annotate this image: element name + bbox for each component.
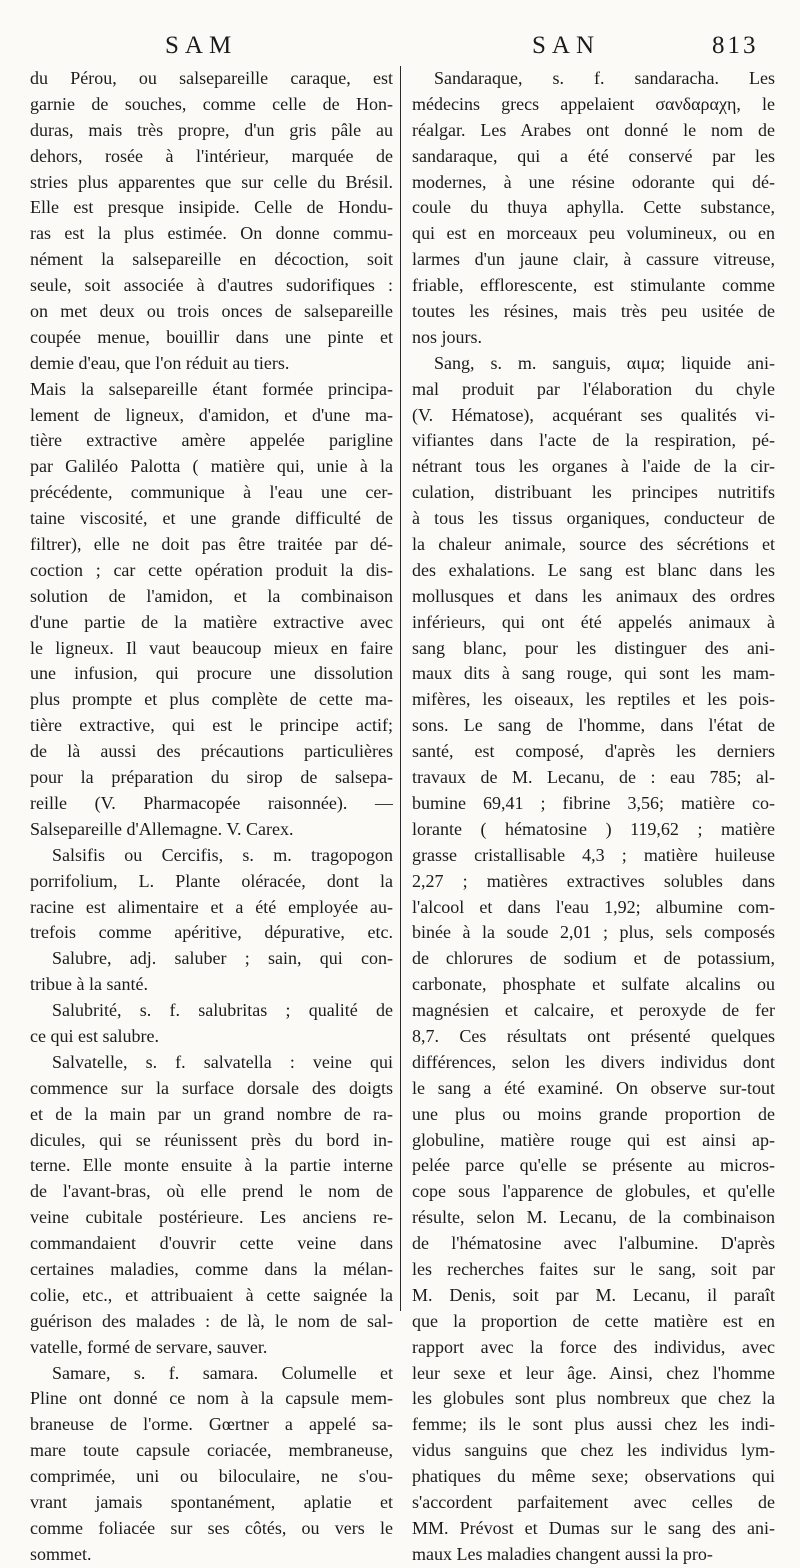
text-line: Sandaraque, s. f. sandaracha. Les — [434, 68, 775, 88]
text-line: sommet. — [30, 1543, 92, 1564]
text-line: grasse cristallisable 4,3 ; matière huileuse — [412, 844, 775, 865]
text-line: tière extractive, qui est le principe actif; — [30, 715, 393, 736]
text-line: différences, selon les divers individus dont — [412, 1051, 775, 1072]
text-line: vrant jamais spontanément, aplatie et — [30, 1491, 393, 1512]
text-line: Mais la salsepareille étant formée principa- — [30, 378, 393, 399]
text-line: leur sexe et leur âge. Ainsi, chez l'homme — [412, 1362, 775, 1383]
text-line: la chaleur animale, source des sécrétions et — [412, 534, 775, 555]
text-line: Salubrité, s. f. salubritas ; qualité de — [52, 1000, 393, 1021]
text-line: maux Les maladies changent aussi la pro- — [412, 1543, 713, 1564]
text-line: solution de l'amidon, et la combinaison — [30, 585, 393, 606]
text-line: Salubre, adj. saluber ; sain, qui con- — [52, 948, 393, 969]
text-line: par Galiléo Palotta ( matière qui, unie à la — [30, 456, 393, 477]
text-line: binée à la soude 2,01 ; plus, sels composés — [412, 922, 775, 943]
text-line: vifiantes dans l'acte de la respiration, pé- — [412, 430, 775, 451]
text-line: friable, efflorescente, est stimulante comme — [412, 275, 775, 296]
text-line: on met deux ou trois onces de salsepareille — [30, 301, 393, 322]
text-line: sons. Le sang de l'homme, dans l'état de — [412, 715, 775, 736]
text-line: sang blanc, pour les distinguer des ani- — [412, 637, 775, 658]
text-line: carbonate, phosphate et sulfate alcalins ou — [412, 974, 775, 995]
text-line: de chlorures de sodium et de potassium, — [412, 948, 775, 969]
text-line: Pline ont donné ce nom à la capsule mem- — [30, 1388, 393, 1409]
text-line: de l'hématosine avec l'albumine. D'après — [412, 1233, 775, 1254]
text-line: que la proportion de cette matière est en — [412, 1310, 775, 1331]
text-line: coupée menue, bouillir dans une pinte et — [30, 326, 393, 347]
right-text-column — [412, 66, 775, 1568]
running-header — [0, 26, 800, 66]
text-line: à tous les tissus organiques, conducteur de — [412, 508, 775, 529]
text-line: comprimée, uni ou biloculaire, ne s'ou- — [30, 1466, 393, 1487]
text-line: les recherches faites sur le sang, soit par — [412, 1258, 775, 1279]
text-line: terne. Elle monte ensuite à la partie interne — [30, 1155, 393, 1176]
text-line: nément la salsepareille en décoction, soit — [30, 249, 393, 270]
text-line: duras, mais très propre, d'un gris pâle au — [30, 119, 393, 140]
right-running-head: SAN — [532, 32, 601, 59]
text-line: mollusques et dans les animaux des ordres — [412, 585, 775, 606]
text-line: colie, etc., et attribuaient à cette saignée la — [30, 1284, 393, 1305]
text-line: racine est alimentaire et a été employée au- — [30, 896, 393, 917]
text-line: de là aussi des précautions particulières — [30, 741, 393, 762]
text-line: une infusion, qui procure une dissolution — [30, 663, 393, 684]
text-line: Samare, s. f. samara. Columelle et — [52, 1362, 393, 1383]
text-line: du Pérou, ou salsepareille caraque, est — [30, 68, 393, 88]
text-line: mal produit par l'élaboration du chyle — [412, 378, 775, 399]
text-line: résulte, selon M. Lecanu, de la combinaison — [412, 1207, 775, 1228]
text-line: s'accordent parfaitement avec celles de — [412, 1491, 775, 1512]
text-line: le ligneux. Il vaut beaucoup mieux en faire — [30, 637, 393, 658]
text-line: modernes, à une résine odorante qui dé- — [412, 171, 775, 192]
text-line: braneuse de l'orme. Gœrtner a appelé sa- — [30, 1414, 393, 1435]
text-line: de l'avant-bras, où elle prend le nom de — [30, 1181, 393, 1202]
text-line: sandaraque, qui a été conservé par les — [412, 145, 775, 166]
text-line: ce qui est salubre. — [30, 1025, 159, 1046]
text-line: trefois comme apéritive, dépurative, etc. — [30, 922, 393, 943]
text-line: filtrer), elle ne doit pas être traitée par dé- — [30, 534, 393, 555]
text-line: commandaient d'ouvrir cette veine dans — [30, 1233, 393, 1254]
text-line: phatiques du même sexe; observations qui — [412, 1466, 775, 1487]
text-line: Salvatelle, s. f. salvatella : veine qui — [52, 1051, 393, 1072]
text-line: tière extractive amère appelée pariglinе — [30, 430, 393, 451]
text-line: rapport avec la force des individus, avec — [412, 1336, 775, 1357]
text-line: médecins grecs appelaient σανδαραχη, le — [412, 93, 775, 114]
text-line: reille (V. Pharmacopée raisonnée). — — [30, 792, 393, 813]
text-line: guérison des malades : de là, le nom de sal- — [30, 1310, 393, 1331]
text-line: larmes d'un jaune clair, à cassure vitreuse, — [412, 249, 775, 270]
text-line: qui est en morceaux peu volumineux, ou en — [412, 223, 775, 244]
text-line: 2,27 ; matières extractives solubles dans — [412, 870, 775, 891]
left-running-head: SAM — [165, 32, 238, 59]
text-line: travaux de M. Lecanu, de : eau 785; al- — [412, 767, 775, 788]
text-line: toutes les résines, mais très peu usitée de — [412, 301, 775, 322]
text-line: coction ; car cette opération produit la dis- — [30, 559, 393, 580]
text-line: bumine 69,41 ; fibrine 3,56; matière co- — [412, 792, 775, 813]
text-line: coule du thuya aphylla. Cette substance, — [412, 197, 775, 218]
text-line: femme; ils le sont plus aussi chez les indi- — [412, 1414, 775, 1435]
text-line: pelée parce qu'elle se présente au micros- — [412, 1155, 775, 1176]
text-line: maux dits à sang rouge, qui sont les mam- — [412, 663, 775, 684]
text-line: et de la main par un grand nombre de ra- — [30, 1103, 393, 1124]
text-line: commence sur la surface dorsale des doigts — [30, 1077, 393, 1098]
text-line: inférieurs, qui ont été appelés animaux à — [412, 611, 775, 632]
text-line: magnésien et calcaire, et peroxyde de fer — [412, 1000, 775, 1021]
column-divider — [400, 66, 401, 1311]
text-line: Sang, s. m. sanguis, αιμα; liquide ani- — [434, 352, 775, 373]
text-line: cope sous l'apparence de globules, et qu'elle — [412, 1181, 775, 1202]
text-line: nétrant tous les organes à l'aide de la cir- — [412, 456, 775, 477]
text-line: globuline, matière rouge qui est ainsi ap- — [412, 1129, 775, 1150]
text-line: lorante ( hématosine ) 119,62 ; matière — [412, 818, 775, 839]
text-line: seule, soit associée à d'autres sudorifiques : — [30, 275, 393, 296]
text-line: vidus sanguins que chez les individus lym- — [412, 1440, 775, 1461]
text-line: demie d'eau, que l'on réduit au tiers. — [30, 352, 290, 373]
text-line: dehors, rosée à l'intérieur, marquée de — [30, 145, 393, 166]
text-line: mare toute capsule coriacée, membraneuse, — [30, 1440, 393, 1461]
text-line: pour la préparation du sirop de salsepa- — [30, 767, 393, 788]
text-line: d'une partie de la matière extractive avec — [30, 611, 393, 632]
text-line: l'alcool et dans l'eau 1,92; albumine com- — [412, 896, 775, 917]
text-line: porrifolium, L. Plante oléracée, dont la — [30, 870, 393, 891]
text-line: veine cubitale postérieure. Les anciens re- — [30, 1207, 393, 1228]
text-line: taine viscosité, et une grande difficulté de — [30, 508, 393, 529]
text-line: une plus ou moins grande proportion de — [412, 1103, 775, 1124]
text-line: mifères, les oiseaux, les reptiles et les pois- — [412, 689, 775, 710]
text-line: réalgar. Les Arabes ont donné le nom de — [412, 119, 775, 140]
text-line: des exhalations. Le sang est blanc dans les — [412, 559, 775, 580]
text-line: comme foliacée sur ses côtés, ou vers le — [30, 1517, 393, 1538]
text-line: le sang a été examiné. On observe sur-tout — [412, 1077, 775, 1098]
text-line: les globules sont plus nombreux que chez la — [412, 1388, 775, 1409]
text-line: Salsifis ou Cercifis, s. m. tragopogon — [52, 844, 393, 865]
text-line: nos jours. — [412, 326, 483, 347]
text-line: plus prompte et plus complète de cette ma- — [30, 689, 393, 710]
text-line: MM. Prévost et Dumas sur le sang des ani- — [412, 1517, 775, 1538]
text-line: stries plus apparentes que sur celle du Brésil. — [30, 171, 393, 192]
text-line: (V. Hématose), acquérant ses qualités vi- — [412, 404, 775, 425]
text-line: lement de ligneux, d'amidon, et d'une ma- — [30, 404, 393, 425]
text-line: culation, distribuant les principes nutritifs — [412, 482, 775, 503]
text-line: dicules, qui se réunissent près du bord in- — [30, 1129, 393, 1150]
text-line: Salsepareille d'Allemagne. V. Carex. — [30, 818, 294, 839]
text-line: vatelle, formé de servare, sauver. — [30, 1336, 268, 1357]
text-line: tribue à la santé. — [30, 974, 148, 995]
text-line: garnie de souches, comme celle de Hon- — [30, 93, 393, 114]
page-number: 813 — [712, 32, 759, 59]
text-line: certaines maladies, comme dans la mélan- — [30, 1258, 393, 1279]
text-line: ras est la plus estimée. On donne commu- — [30, 223, 393, 244]
text-line: santé, est composé, d'après les derniers — [412, 741, 775, 762]
text-line: Elle est presque insipide. Celle de Hondu- — [30, 197, 393, 218]
left-text-column — [30, 66, 393, 1568]
text-line: précédente, communique à l'eau une cer- — [30, 482, 393, 503]
text-line: 8,7. Ces résultats ont présenté quelques — [412, 1025, 775, 1046]
text-line: M. Denis, soit par M. Lecanu, il paraît — [412, 1284, 775, 1305]
